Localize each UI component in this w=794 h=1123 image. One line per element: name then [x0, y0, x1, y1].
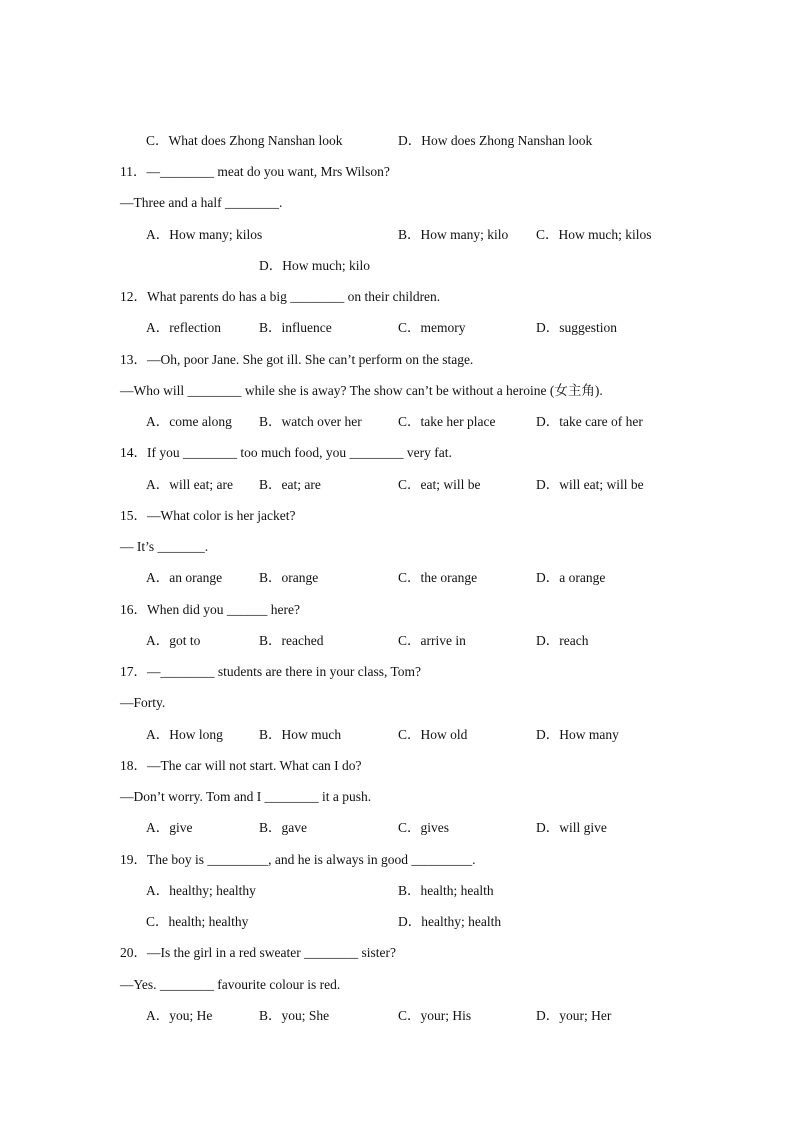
- q15-stem: 15．—What color is her jacket?: [120, 508, 296, 523]
- q15-stem-row: [0, 506, 794, 526]
- q10-option-c: C．What does Zhong Nanshan look: [146, 133, 343, 148]
- q18-stem: 18．—The car will not start. What can I do?: [120, 758, 362, 773]
- q16-option-b: B．reached: [259, 633, 324, 648]
- q17-option-c: C．How old: [398, 727, 468, 742]
- q15-reply: — It’s _______.: [120, 539, 209, 554]
- q17-reply-row: [0, 693, 794, 713]
- q11-stem-row: [0, 162, 794, 182]
- q18-reply: —Don’t worry. Tom and I ________ it a push.: [120, 789, 372, 804]
- q20-options-row: [0, 1006, 794, 1026]
- q11-option-a: A．How many; kilos: [146, 227, 263, 242]
- q14-stem-row: [0, 443, 794, 463]
- q18-option-b: B．gave: [259, 820, 307, 835]
- q16-stem: 16．When did you ______ here?: [120, 602, 300, 617]
- q20-reply: —Yes. ________ favourite colour is red.: [120, 977, 341, 992]
- q19-option-d: D．healthy; health: [398, 914, 502, 929]
- q20-stem-row: [0, 943, 794, 963]
- q17-options-row: [0, 725, 794, 745]
- q17-stem: 17．—________ students are there in your class, Tom?: [120, 664, 422, 679]
- q11-option-b: B．How many; kilo: [398, 227, 509, 242]
- q11-options-row-1: [0, 225, 794, 245]
- q11-option-c: C．How much; kilos: [536, 227, 652, 242]
- q20-reply-row: [0, 975, 794, 995]
- q11-options-row-2: [0, 256, 794, 276]
- q13-stem: 13．—Oh, poor Jane. She got ill. She can’t perform on the stage.: [120, 352, 474, 367]
- q17-option-a: A．How long: [146, 727, 223, 742]
- q19-options-row-2: [0, 912, 794, 932]
- q18-options-row: [0, 818, 794, 838]
- q12-option-c: C．memory: [398, 320, 466, 335]
- q13-reply-row: [0, 381, 794, 401]
- q13-option-a: A．come along: [146, 414, 232, 429]
- q14-stem: 14．If you ________ too much food, you ________ very fat.: [120, 445, 452, 460]
- q15-reply-row: [0, 537, 794, 557]
- q10-options-row: [0, 131, 794, 151]
- q20-option-a: A．you; He: [146, 1008, 213, 1023]
- q17-stem-row: [0, 662, 794, 682]
- q19-stem: 19．The boy is _________, and he is always in good _________.: [120, 852, 476, 867]
- q14-option-d: D．will eat; will be: [536, 477, 644, 492]
- q17-option-d: D．How many: [536, 727, 619, 742]
- q19-option-a: A．healthy; healthy: [146, 883, 256, 898]
- q20-option-d: D．your; Her: [536, 1008, 612, 1023]
- q19-stem-row: [0, 850, 794, 870]
- q15-option-d: D．a orange: [536, 570, 606, 585]
- q13-stem-row: [0, 350, 794, 370]
- q12-options-row: [0, 318, 794, 338]
- q14-option-c: C．eat; will be: [398, 477, 481, 492]
- q13-option-c: C．take her place: [398, 414, 496, 429]
- q18-option-d: D．will give: [536, 820, 607, 835]
- q16-option-a: A．got to: [146, 633, 201, 648]
- q13-reply: —Who will ________ while she is away? The show can’t be without a heroine (女主角).: [120, 383, 603, 398]
- q14-options-row: [0, 475, 794, 495]
- q11-reply: —Three and a half ________.: [120, 195, 283, 210]
- q18-reply-row: [0, 787, 794, 807]
- q18-stem-row: [0, 756, 794, 776]
- q20-option-c: C．your; His: [398, 1008, 472, 1023]
- q12-option-a: A．reflection: [146, 320, 221, 335]
- q14-option-a: A．will eat; are: [146, 477, 233, 492]
- q14-option-b: B．eat; are: [259, 477, 321, 492]
- q15-option-a: A．an orange: [146, 570, 223, 585]
- q15-option-c: C．the orange: [398, 570, 478, 585]
- q12-stem: 12．What parents do has a big ________ on their children.: [120, 289, 441, 304]
- q20-option-b: B．you; She: [259, 1008, 330, 1023]
- q10-option-d: D．How does Zhong Nanshan look: [398, 133, 593, 148]
- q12-stem-row: [0, 287, 794, 307]
- q16-option-c: C．arrive in: [398, 633, 466, 648]
- q19-option-c: C．health; healthy: [146, 914, 249, 929]
- q13-options-row: [0, 412, 794, 432]
- q12-option-b: B．influence: [259, 320, 332, 335]
- q13-option-b: B．watch over her: [259, 414, 362, 429]
- q12-option-d: D．suggestion: [536, 320, 617, 335]
- q15-option-b: B．orange: [259, 570, 319, 585]
- q17-option-b: B．How much: [259, 727, 342, 742]
- q11-reply-row: [0, 193, 794, 213]
- q15-options-row: [0, 568, 794, 588]
- q18-option-a: A．give: [146, 820, 193, 835]
- q17-reply: —Forty.: [120, 695, 166, 710]
- q16-stem-row: [0, 600, 794, 620]
- q19-options-row-1: [0, 881, 794, 901]
- q16-option-d: D．reach: [536, 633, 589, 648]
- q13-option-d: D．take care of her: [536, 414, 643, 429]
- q18-option-c: C．gives: [398, 820, 450, 835]
- q20-stem: 20．—Is the girl in a red sweater ________ sister?: [120, 945, 396, 960]
- q16-options-row: [0, 631, 794, 651]
- q11-stem: 11．—________ meat do you want, Mrs Wilson?: [120, 164, 390, 179]
- q11-option-d: D．How much; kilo: [259, 258, 370, 273]
- q19-option-b: B．health; health: [398, 883, 494, 898]
